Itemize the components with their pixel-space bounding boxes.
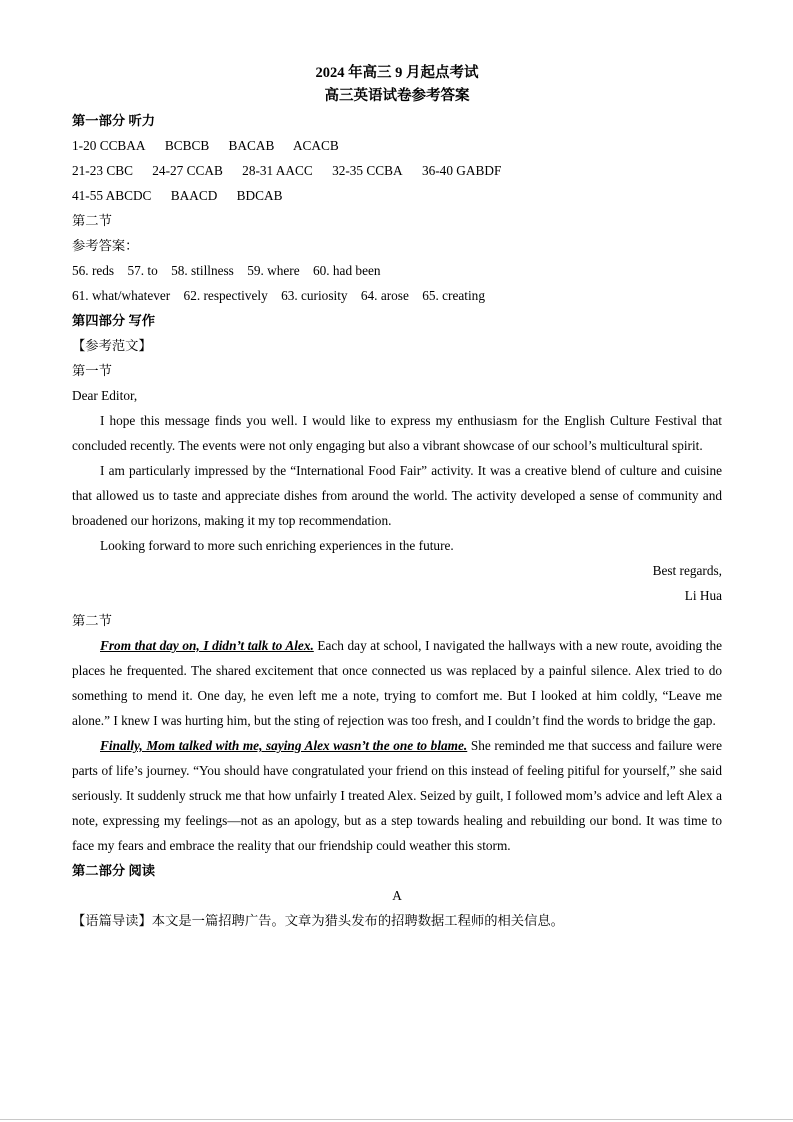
sample-essay-label: 【参考范文】 bbox=[72, 338, 152, 353]
answer-item: 64. arose bbox=[360, 288, 409, 303]
answer-item: 65. creating bbox=[422, 288, 485, 303]
listening-answers-row-3 bbox=[72, 183, 722, 208]
exam-title: 2024 年高三 9 月起点考试 bbox=[315, 65, 479, 81]
paragraph-lead-sentence: Finally, Mom talked with me, saying Alex wasn’t the one to blame. bbox=[100, 738, 468, 753]
letter-paragraph-2: I am particularly impressed by the “International Food Fair” activity. It was a creative blend of culture and cuisine that allowed us to taste and appreciate dishes from around the world. The activity developed a sense of community and broadened our horizons, making it my top recommendation. bbox=[72, 463, 722, 528]
answer-group: BDCAB bbox=[236, 188, 283, 203]
part4-heading: 第四部分 写作 bbox=[72, 313, 156, 328]
document-body bbox=[72, 62, 722, 933]
section2-label: 参考答案： bbox=[72, 238, 139, 253]
paragraph-lead-sentence: From that day on, I didn’t talk to Alex. bbox=[100, 638, 314, 653]
answer-group: 32-35 CCBA bbox=[332, 163, 403, 178]
answer-group: BACAB bbox=[228, 138, 275, 153]
grammar-answers-row-2 bbox=[72, 283, 722, 308]
answer-item: 62. respectively bbox=[183, 288, 268, 303]
passage-letter: A bbox=[392, 888, 402, 903]
listening-answers-row-2 bbox=[72, 158, 722, 183]
letter-closing: Best regards, bbox=[652, 563, 722, 578]
answer-item: 61. what/whatever bbox=[72, 288, 171, 303]
letter-paragraph-1: I hope this message finds you well. I would like to express my enthusiasm for the English Culture Festival that concluded recently. The events were not only engaging but also a vibrant showcase of our school’s multicultural spirit. bbox=[72, 413, 722, 453]
writing-section1-heading: 第一节 bbox=[72, 363, 112, 378]
answer-item: 60. had been bbox=[312, 263, 381, 278]
answer-group: 1-20 CCBAA bbox=[72, 138, 146, 153]
answer-item: 58. stillness bbox=[171, 263, 234, 278]
answer-item: 59. where bbox=[247, 263, 300, 278]
continuation-paragraph-2 bbox=[72, 733, 722, 858]
page-bottom-rule bbox=[0, 1119, 793, 1120]
answer-key-title: 高三英语试卷参考答案 bbox=[324, 88, 470, 104]
answer-item: 56. reds bbox=[72, 263, 115, 278]
part2-heading: 第二部分 阅读 bbox=[72, 863, 156, 878]
passage-guide: 【语篇导读】本文是一篇招聘广告。文章为猎头发布的招聘数据工程师的相关信息。 bbox=[72, 913, 564, 928]
letter-signature: Li Hua bbox=[684, 588, 722, 603]
answer-item: 63. curiosity bbox=[281, 288, 348, 303]
continuation-paragraph-1 bbox=[72, 633, 722, 733]
section2-heading: 第二节 bbox=[72, 213, 112, 228]
answer-group: 36-40 GABDF bbox=[421, 163, 502, 178]
answer-group: 28-31 AACC bbox=[242, 163, 313, 178]
grammar-answers-row-1 bbox=[72, 258, 722, 283]
listening-answers-row-1 bbox=[72, 133, 722, 158]
paragraph-body: She reminded me that success and failure were parts of life’s journey. “You should have congratulated your friend on this instead of feeling pitiful for yourself,” she said seriously. It suddenly struck me that how unfairly I treated Alex. Seized by guilt, I followed mom’s advice and left Alex a note, expressing my feelings—not as an apology, but as a step towards healing and rebuilding our bond. It was time to face my fears and embrace the reality that our friendship could weather this storm. bbox=[72, 738, 723, 853]
letter-paragraph-3: Looking forward to more such enriching experiences in the future. bbox=[100, 538, 454, 553]
answer-group: BCBCB bbox=[164, 138, 210, 153]
part1-heading: 第一部分 听力 bbox=[72, 113, 156, 128]
letter-salutation: Dear Editor, bbox=[72, 388, 138, 403]
paragraph-body: Each day at school, I navigated the hallways with a new route, avoiding the places he frequented. The shared excitement that once connected us was replaced by a painful silence. Alex tried to do something to mend it. One day, he even left me a note, trying to comfort me. But I looked at him coldly, “Leave me alone.” I knew I was hurting him, but the sting of rejection was too fresh, and I couldn’t find the words to bridge the gap. bbox=[72, 638, 722, 728]
writing-section2-heading: 第二节 bbox=[72, 613, 112, 628]
answer-group: 21-23 CBC bbox=[72, 163, 133, 178]
answer-group: 24-27 CCAB bbox=[152, 163, 223, 178]
answer-group: BAACD bbox=[170, 188, 218, 203]
answer-group: ACACB bbox=[292, 138, 339, 153]
answer-item: 57. to bbox=[127, 263, 158, 278]
answer-group: 41-55 ABCDC bbox=[72, 188, 152, 203]
